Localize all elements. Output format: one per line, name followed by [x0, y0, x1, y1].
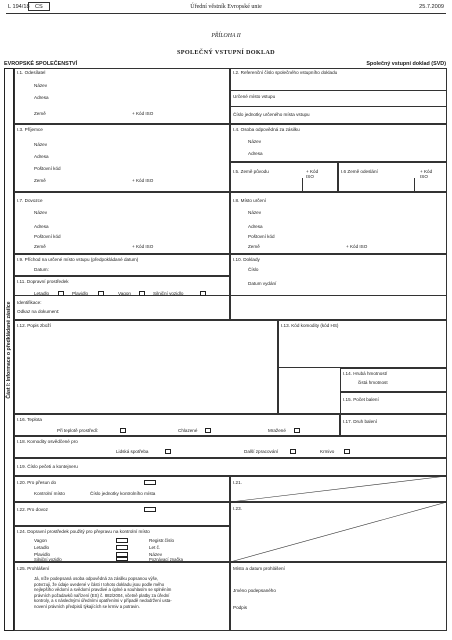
- header-rule: [6, 13, 446, 14]
- consignee-iso-label: + Kód ISO: [132, 178, 154, 183]
- field-reference-label: I.2. Referenční číslo společného vstupního dokladu: [233, 70, 338, 75]
- field-import[interactable]: [14, 502, 230, 526]
- importer-postal-label: Poštovní kód: [34, 234, 61, 239]
- importer-iso-label: + Kód ISO: [132, 244, 154, 249]
- transport-opt-ship-label: Plavidlo: [72, 291, 89, 296]
- consignee-name-label: Název: [34, 142, 48, 147]
- consignor-name-label: Název: [34, 83, 48, 88]
- document-code-label: Společný vstupní doklad (SVD): [366, 61, 446, 67]
- declaration-line: právních požadavků nařízení (ES) č. 882/2004, včetně platby za úřední: [34, 592, 170, 598]
- declaration-line: novení právních předpisů týkajících se krmiv a potravin.: [34, 603, 140, 609]
- transport-control-plane-checkbox[interactable]: [116, 545, 128, 550]
- publication-date: 25.7.2009: [419, 4, 444, 10]
- destination-country-label: Země: [248, 244, 260, 249]
- transport-opt-road-label: Silniční vozidlo: [153, 291, 184, 296]
- signature-sign-label: Podpis: [233, 605, 248, 610]
- country-dispatch-iso: + Kód ISO: [420, 169, 433, 179]
- certified-feed-checkbox[interactable]: [344, 449, 350, 454]
- certified-processing-label: Další zpracování: [244, 449, 279, 454]
- package-count-label: I.15. Počet balení: [343, 397, 379, 402]
- transport-control-flight-label: Let č.: [149, 545, 161, 550]
- transport-control-wagon-checkbox[interactable]: [116, 538, 128, 543]
- temperature-frozen-checkbox[interactable]: [294, 428, 300, 433]
- importer-country-label: Země: [34, 244, 46, 249]
- field-arrival-label: I.9. Příchod na určené místo vstupu (předpokládané datum): [17, 257, 139, 262]
- destination-postal-label: Poštovní kód: [248, 234, 275, 239]
- import-label: I.22. Pro dovoz: [17, 507, 48, 512]
- transport-control-plane-label: Letadlo: [34, 545, 50, 550]
- temperature-frozen-label: Mražené: [268, 428, 286, 433]
- field-21-strike: [230, 476, 447, 502]
- certified-for-label: I.18. Komodity osvědčené pro: [17, 439, 78, 444]
- responsible-address-label: Adresa: [248, 151, 263, 156]
- declaration-label: I.25. Prohlášení: [17, 566, 50, 571]
- origin-divider: [302, 178, 303, 192]
- temperature-ambient-checkbox[interactable]: [120, 428, 126, 433]
- field-package-count[interactable]: [340, 392, 447, 414]
- certified-human-label: Lidská spotřeba: [116, 449, 149, 454]
- temperature-chilled-label: Chlazené: [178, 428, 198, 433]
- transport-control-road-label: Silniční vozidlo: [34, 557, 62, 562]
- transport-control-ship-label: Plavidlo: [34, 552, 51, 557]
- field-documents[interactable]: [230, 254, 447, 296]
- field-23-strike: [230, 502, 447, 562]
- country-origin-label: I.5. Země původu: [233, 169, 269, 174]
- consignee-address-label: Adresa: [34, 154, 49, 159]
- document-title: SPOLEČNÝ VSTUPNÍ DOKLAD: [177, 49, 275, 56]
- declaration-text: [34, 576, 226, 610]
- transport-control-wagon-label: Vagon: [34, 538, 47, 543]
- declaration-line: kontroly, a s následnými úředními opatřeními v případě nedodržení usta-: [34, 598, 172, 604]
- transfer-label: I.20. Pro přesun do: [17, 480, 57, 485]
- transport-control-vessel-label: Název: [149, 552, 163, 557]
- weight-label: I.14. Hrubá hmotnost/: [343, 371, 388, 376]
- consignee-postal-label: Poštovní kód: [34, 166, 61, 171]
- transport-control-plate-label: Poznávací značka: [149, 557, 183, 562]
- temperature-chilled-checkbox[interactable]: [205, 428, 211, 433]
- certified-human-checkbox[interactable]: [165, 449, 171, 454]
- transfer-control-label: Kontrolní místo: [34, 491, 65, 496]
- country-origin-iso: + Kód ISO: [306, 169, 319, 179]
- entry-unit-label: Číslo jednotky určeného místa vstupu: [233, 112, 310, 117]
- language-code: CS: [28, 2, 50, 11]
- declaration-line: nejlepšího vědomí a svědomí pravdivé a úplné a souhlasím se splněním: [34, 587, 172, 593]
- commodity-code-label: I.13. Kód komodity (kód HS): [281, 323, 339, 328]
- field-importer-label: I.7. Dovozce: [17, 198, 43, 203]
- field-package-type[interactable]: [340, 414, 447, 436]
- certified-processing-checkbox[interactable]: [290, 449, 296, 454]
- destination-iso-label: + Kód ISO: [346, 244, 368, 249]
- transport-ident-area[interactable]: [14, 296, 230, 320]
- documents-number-label: Číslo: [248, 267, 259, 272]
- documents-issued-label: Datum vydání: [248, 281, 277, 286]
- package-type-label: I.17. Druh balení: [343, 419, 377, 424]
- responsible-name-label: Název: [248, 139, 262, 144]
- declaration-line: potvrzuji, že údaje uvedené v části I tohoto dokladu jsou podle mého: [34, 581, 165, 587]
- country-dispatch-label: I.6 Země odeslání: [341, 169, 378, 174]
- signature-name-label: Jméno podepsaného: [233, 588, 276, 593]
- community-label: EVROPSKÉ SPOLEČENSTVÍ: [4, 61, 78, 67]
- field-certified-for[interactable]: [14, 436, 447, 458]
- field-consignee-label: I.3. Příjemce: [17, 127, 43, 132]
- temperature-ambient-label: Při teplotě prostředí:: [57, 428, 99, 433]
- field-consignor-label: I.1. Odesílatel: [17, 70, 46, 75]
- consignor-address-label: Adresa: [34, 95, 49, 100]
- seal-number-label: I.19. Číslo pečeti a kontejneru: [17, 464, 78, 469]
- goods-gap-area: [278, 368, 340, 414]
- transport-ident-label: Identifikace:: [17, 300, 42, 305]
- importer-name-label: Název: [34, 210, 48, 215]
- field-importer[interactable]: [14, 192, 230, 254]
- destination-address-label: Adresa: [248, 224, 263, 229]
- arrival-date-label: Datum:: [34, 267, 49, 272]
- side-label: Část I: Informace o předkládané zásilce: [6, 301, 12, 399]
- consignor-country-label: Země: [34, 111, 46, 116]
- field-goods-description[interactable]: [14, 320, 278, 414]
- transport-opt-plane-label: Letadlo: [34, 291, 50, 296]
- journal-title: Úřední věstník Evropské unie: [190, 4, 262, 10]
- field-23-label: I.23.: [233, 506, 242, 511]
- goods-description-label: I.12. Popis zboží: [17, 323, 51, 328]
- transfer-checkbox[interactable]: [144, 480, 156, 485]
- consignee-country-label: Země: [34, 178, 46, 183]
- transport-opt-wagon-label: Vagon: [118, 291, 131, 296]
- declaration-line: Já, níže podepsaná osoba odpovědná za zásilku popsanou výše,: [34, 576, 159, 581]
- certified-feed-label: Krmivo: [320, 449, 335, 454]
- field-21-label: I.21.: [233, 480, 242, 485]
- field-seal-number[interactable]: [14, 458, 447, 476]
- transport-control-road-checkbox[interactable]: [116, 557, 128, 561]
- consignor-iso-label: + Kód ISO: [132, 111, 154, 116]
- signature-place-label: Místo a datum prohlášení: [233, 566, 285, 571]
- page-number: L 194/18: [8, 4, 30, 10]
- entry-point-label: Určené místo vstupu: [233, 94, 276, 99]
- annex-label: PŘÍLOHA II: [211, 33, 241, 39]
- weight-sub-label: čistá hmotnost: [358, 380, 388, 385]
- field-transport-label: I.11. Dopravní prostředek: [17, 279, 69, 284]
- destination-name-label: Název: [248, 210, 262, 215]
- documents-lower-area: [230, 296, 447, 320]
- transfer-unit-label: Číslo jednotky kontrolního místa: [90, 491, 156, 496]
- temperature-label: I.16. Teplota: [17, 417, 42, 422]
- field-responsible-label: I.4. Osoba odpovědná za zásilku: [233, 127, 300, 132]
- transport-ref-label: Odkaz na dokument:: [17, 309, 60, 314]
- field-documents-label: I.10. Doklady: [233, 257, 260, 262]
- import-checkbox[interactable]: [144, 507, 156, 512]
- dispatch-divider: [414, 178, 415, 192]
- transport-control-reg-label: Registr.číslo: [149, 538, 175, 543]
- importer-address-label: Adresa: [34, 224, 49, 229]
- field-destination-label: I.8. Místo určení: [233, 198, 266, 203]
- field-signature[interactable]: [230, 562, 447, 631]
- transport-to-control-label: I.24. Dopravní prostředek použitý pro přepravu na kontrolní místo: [17, 529, 150, 534]
